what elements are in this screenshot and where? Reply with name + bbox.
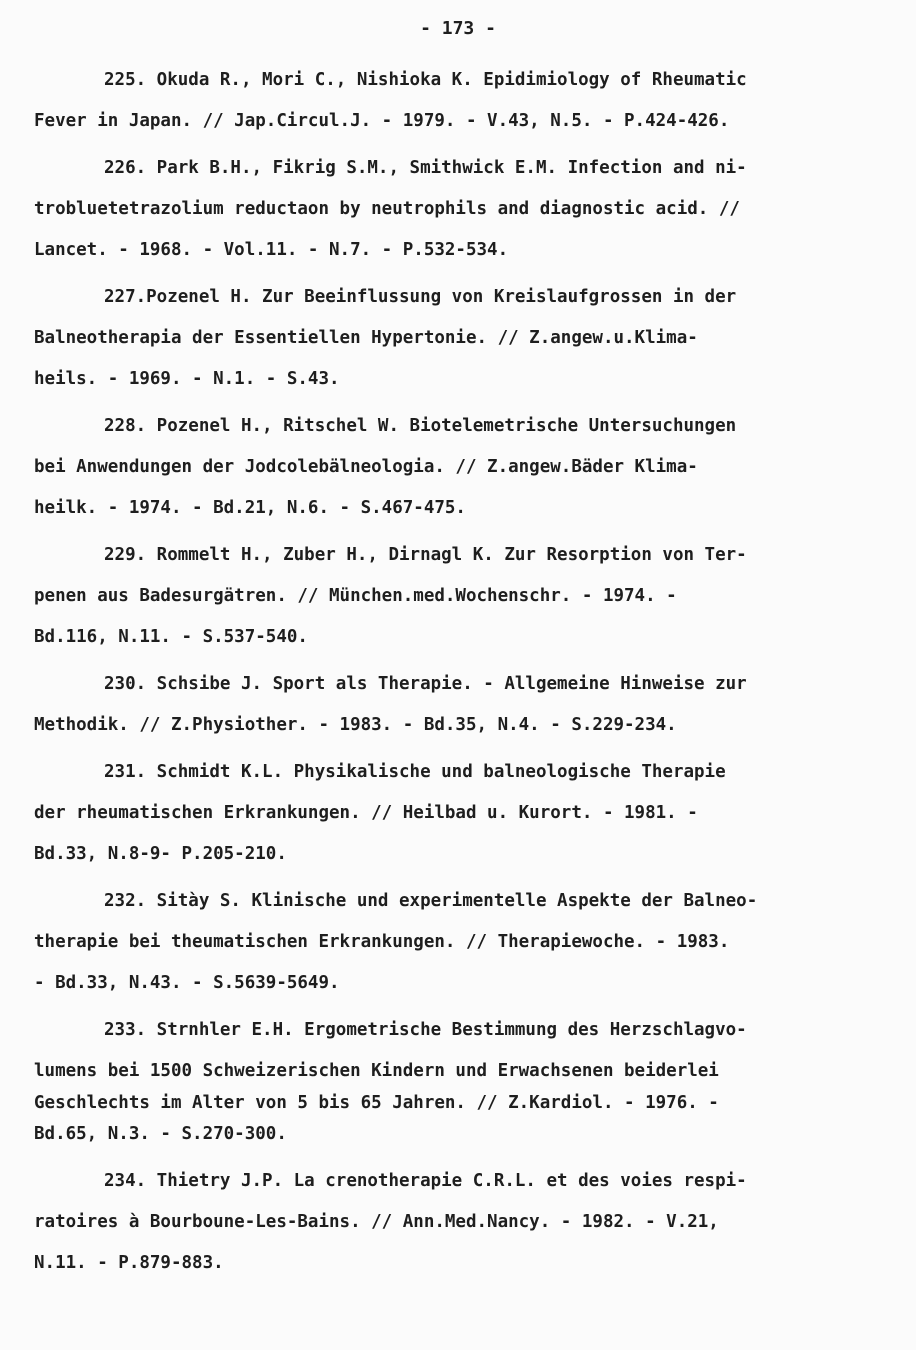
reference-228 (34, 406, 874, 529)
reference-230 (34, 664, 874, 746)
reference-line: Bd.116, N.11. - S.537-540. (34, 627, 308, 647)
reference-line: heilk. - 1974. - Bd.21, N.6. - S.467-475. (34, 498, 466, 518)
reference-line: Geschlechts im Alter von 5 bis 65 Jahren. // Z.Kardiol. - 1976. - (34, 1093, 719, 1113)
reference-line: penen aus Badesurgätren. // München.med.Wochenschr. - 1974. - (34, 586, 677, 606)
reference-227 (34, 277, 874, 400)
reference-234 (34, 1161, 874, 1284)
reference-line: 234. Thietry J.P. La crenotherapie C.R.L. et des voies respi- (104, 1171, 747, 1191)
reference-line: heils. - 1969. - N.1. - S.43. (34, 369, 340, 389)
reference-231 (34, 752, 874, 875)
reference-line: 232. Sitày S. Klinische und experimentelle Aspekte der Balneo- (104, 891, 758, 911)
reference-line: bei Anwendungen der Jodcolebälneologia. // Z.angew.Bäder Klima- (34, 457, 698, 477)
reference-line: Methodik. // Z.Physiother. - 1983. - Bd.35, N.4. - S.229-234. (34, 715, 677, 735)
reference-line: ratoires à Bourboune-Les-Bains. // Ann.Med.Nancy. - 1982. - V.21, (34, 1212, 719, 1232)
reference-line: Lancet. - 1968. - Vol.11. - N.7. - P.532-534. (34, 240, 509, 260)
reference-line: 231. Schmidt K.L. Physikalische und balneologische Therapie (104, 762, 726, 782)
reference-list (34, 60, 874, 1290)
reference-line: 233. Strnhler E.H. Ergometrische Bestimmung des Herzschlagvo- (104, 1020, 747, 1040)
reference-line: Fever in Japan. // Jap.Circul.J. - 1979. - V.43, N.5. - P.424-426. (34, 111, 730, 131)
reference-line: 225. Okuda R., Mori C., Nishioka K. Epidimiology of Rheumatic (104, 70, 747, 90)
reference-line: lumens bei 1500 Schweizerischen Kindern und Erwachsenen beiderlei (34, 1061, 719, 1081)
reference-line: trobluetetrazolium reductaon by neutrophils and diagnostic acid. // (34, 199, 740, 219)
reference-line: 230. Schsibe J. Sport als Therapie. - Allgemeine Hinweise zur (104, 674, 747, 694)
reference-line: Bd.33, N.8-9- P.205-210. (34, 844, 287, 864)
reference-line: 228. Pozenel H., Ritschel W. Biotelemetrische Untersuchungen (104, 416, 737, 436)
reference-line: - Bd.33, N.43. - S.5639-5649. (34, 973, 340, 993)
reference-line: 227.Pozenel H. Zur Beeinflussung von Kreislaufgrossen in der (104, 287, 737, 307)
reference-line: therapie bei theumatischen Erkrankungen. // Therapiewoche. - 1983. (34, 932, 730, 952)
page-number: - 173 - (420, 18, 496, 39)
reference-line: 229. Rommelt H., Zuber H., Dirnagl K. Zur Resorption von Ter- (104, 545, 747, 565)
reference-line: Balneotherapia der Essentiellen Hypertonie. // Z.angew.u.Klima- (34, 328, 698, 348)
reference-226 (34, 148, 874, 271)
reference-232 (34, 881, 874, 1004)
reference-229 (34, 535, 874, 658)
reference-225 (34, 60, 874, 142)
reference-line: Bd.65, N.3. - S.270-300. (34, 1124, 287, 1144)
reference-line: 226. Park B.H., Fikrig S.M., Smithwick E.M. Infection and ni- (104, 158, 747, 178)
reference-line: N.11. - P.879-883. (34, 1253, 224, 1273)
reference-233 (34, 1010, 874, 1155)
reference-line: der rheumatischen Erkrankungen. // Heilbad u. Kurort. - 1981. - (34, 803, 698, 823)
